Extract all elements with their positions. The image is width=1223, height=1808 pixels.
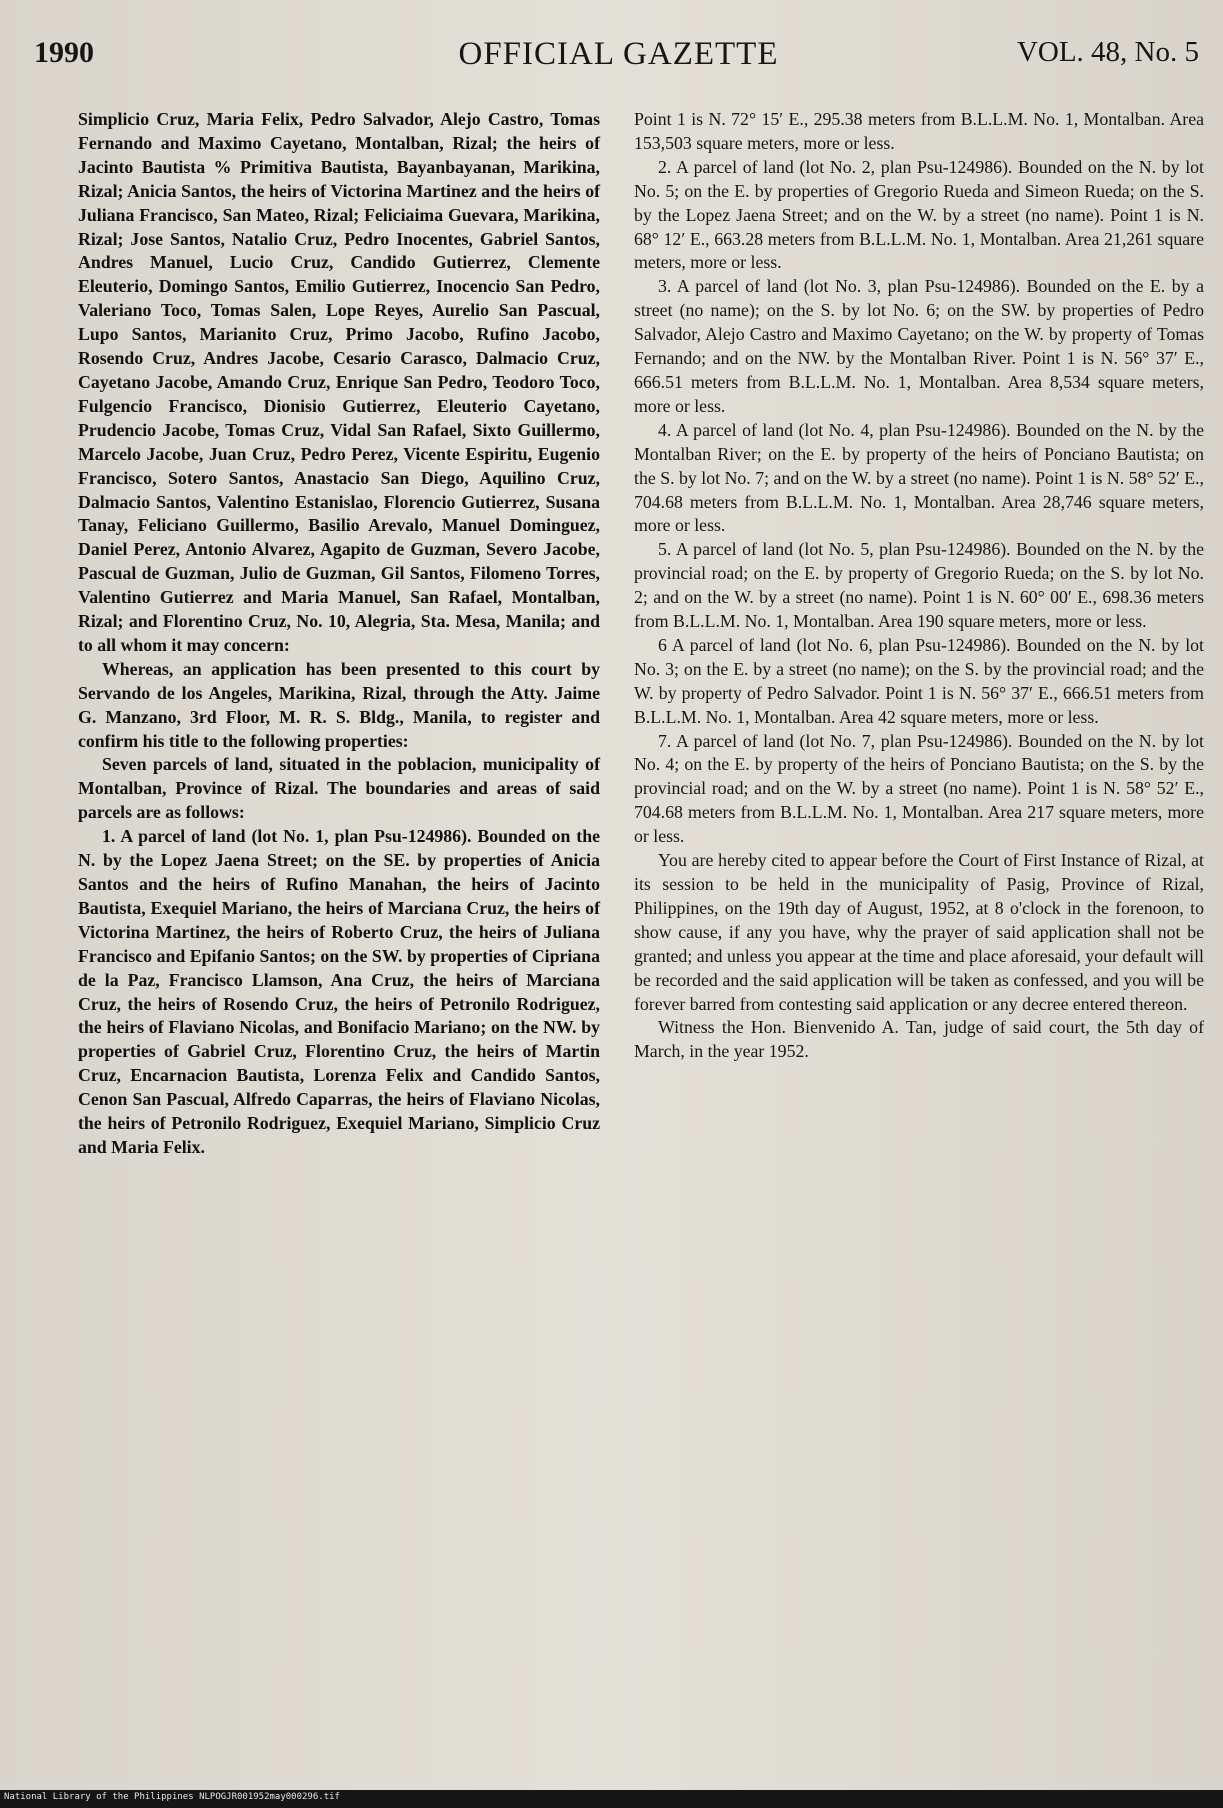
parcel-6-paragraph: 6 A parcel of land (lot No. 6, plan Psu-124986). Bounded on the N. by lot No. 3; on the E. by a street (no name); on the S. by the provincial road; and the W. by property of Pedro Salvador. Point 1 is N. 56° 37′ E., 666.51 meters from B.L.L.M. No. 1, Montalban. Area 42 square meters, more or less.	[634, 634, 1204, 727]
parcels-intro-paragraph: Seven parcels of land, situated in the poblacion, municipality of Montalban, Province of Rizal. The boundaries and areas of said parcels are as follows:	[78, 754, 600, 823]
parcel-1-continued: Point 1 is N. 72° 15′ E., 295.38 meters from B.L.L.M. No. 1, Montalban. Area 153,503 square meters, more or less.	[634, 109, 1204, 153]
parcel-3-paragraph: 3. A parcel of land (lot No. 3, plan Psu-124986). Bounded on the E. by a street (no name); on the S. by lot No. 6; on the SW. by properties of Pedro Salvador, Alejo Castro and Maximo Cayetano; on the W. by property of Tomas Fernando; and on the NW. by the Montalban River. Point 1 is N. 56° 37′ E., 666.51 meters from B.L.L.M. No. 1, Montalban. Area 8,534 square meters, more or less.	[634, 276, 1204, 416]
application-paragraph: Whereas, an application has been presented to this court by Servando de los Angeles, Marikina, Rizal, through the Atty. Jaime G. Manzano, 3rd Floor, M. R. S. Bldg., Manila, to register and confirm his title to the following properties:	[78, 658, 600, 751]
witness-paragraph: Witness the Hon. Bienvenido A. Tan, judge of said court, the 5th day of March, in the year 1952.	[634, 1017, 1204, 1062]
addressee-paragraph: Simplicio Cruz, Maria Felix, Pedro Salvador, Alejo Castro, Tomas Fernando and Maximo Cayetano, Montalban, Rizal; the heirs of Jacinto Bautista % Primitiva Bautista, Bayanbayanan, Marikina, Rizal; Anicia Santos, the heirs of Victorina Martinez and the heirs of Juliana Francisco, San Mateo, Rizal; Feliciaima Guevara, Marikina, Rizal; Jose Santos, Natalio Cruz, Pedro Inocentes, Gabriel Santos, Andres Manuel, Lucio Cruz, Candido Gutierrez, Clemente Eleuterio, Domingo Santos, Emilio Gutierrez, Inocencio San Pedro, Valeriano Toco, Tomas Salen, Lope Reyes, Aurelio San Pascual, Lupo Santos, Marianito Cruz, Primo Jacobo, Rufino Jacobo, Rosendo Cruz, Andres Jacobe, Cesario Carasco, Dalmacio Cruz, Cayetano Jacobe, Amando Cruz, Enrique San Pedro, Teodoro Toco, Fulgencio Francisco, Dionisio Gutierrez, Eleuterio Cayetano, Prudencio Jacobe, Tomas Cruz, Vidal San Rafael, Sixto Guillermo, Marcelo Jacobe, Juan Cruz, Pedro Perez, Vicente Espiritu, Eugenio Francisco, Sotero Santos, Anastacio San Diego, Aquilino Cruz, Dalmacio Santos, Valentino Estanislao, Florencio Gutierrez, Susana Tanay, Feliciano Guillermo, Basilio Arevalo, Manuel Dominguez, Daniel Perez, Antonio Alvarez, Agapito de Guzman, Severo Jacobe, Pascual de Guzman, Julio de Guzman, Gil Santos, Filomeno Torres, Valentino Gutierrez and Maria Manuel, San Rafael, Montalban, Rizal; and Florentino Cruz, No. 10, Alegria, Sta. Mesa, Manila; and to all whom it may concern:	[78, 109, 600, 655]
citation-paragraph: You are hereby cited to appear before the Court of First Instance of Rizal, at its session to be held in the municipality of Pasig, Province of Rizal, Philippines, on the 19th day of August, 1952, at 8 o'clock in the forenoon, to show cause, if any you have, why the prayer of said application shall not be granted; and unless you appear at the time and place aforesaid, your default will be recorded and the said application will be taken as confessed, and you will be forever barred from contesting said application or any decree entered thereon.	[634, 850, 1204, 1014]
publication-title: OFFICIAL GAZETTE	[458, 36, 779, 72]
volume-number: VOL. 48, No. 5	[1016, 36, 1199, 68]
page-number: 1990	[34, 36, 94, 69]
right-column	[634, 108, 1204, 1064]
page-header	[34, 30, 1203, 76]
parcel-2-paragraph: 2. A parcel of land (lot No. 2, plan Psu-124986). Bounded on the N. by lot No. 5; on the E. by properties of Gregorio Rueda and Simeon Rueda; on the S. by the Lopez Jaena Street; and on the W. by a street (no name). Point 1 is N. 68° 12′ E., 663.28 meters from B.L.L.M. No. 1, Montalban. Area 21,261 square meters, more or less.	[634, 156, 1204, 273]
parcel-4-paragraph: 4. A parcel of land (lot No. 4, plan Psu-124986). Bounded on the N. by the Montalban River; on the E. by property of the heirs of Ponciano Bautista; on the S. by lot No. 7; and on the W. by a street (no name). Point 1 is N. 58° 52′ E., 704.68 meters from B.L.L.M. No. 1, Montalban. Area 28,746 square meters, more or less.	[634, 419, 1204, 536]
left-column	[78, 108, 600, 1160]
parcel-1-paragraph: 1. A parcel of land (lot No. 1, plan Psu-124986). Bounded on the N. by the Lopez Jaena Street; on the SE. by properties of Anicia Santos and the heirs of Rufino Manahan, the heirs of Jacinto Bautista, Exequiel Mariano, the heirs of Marciana Cruz, the heirs of Victorina Martinez, the heirs of Roberto Cruz, the heirs of Juliana Francisco and Epifanio Santos; on the SW. by properties of Cipriana de la Paz, Francisco Llamson, Ana Cruz, the heirs of Marciana Cruz, the heirs of Rosendo Cruz, the heirs of Petronilo Rodriguez, the heirs of Flaviano Nicolas, and Bonifacio Mariano; on the NW. by properties of Gabriel Cruz, Florentino Cruz, the heirs of Martin Cruz, Encarnacion Bautista, Lorenza Felix and Candido Santos, Cenon San Pascual, Alfredo Caparras, the heirs of Flaviano Nicolas, the heirs of Petronilo Rodriguez, Exequiel Mariano, Simplicio Cruz and Maria Felix.	[78, 826, 600, 1157]
parcel-7-paragraph: 7. A parcel of land (lot No. 7, plan Psu-124986). Bounded on the N. by lot No. 4; on the E. by property of the heirs of Ponciano Bautista; on the S. by the provincial road; and on the W. by a street (no name). Point 1 is N. 58° 52′ E., 704.68 meters from B.L.L.M. No. 1, Montalban. Area 217 square meters, more or less.	[634, 730, 1204, 847]
parcel-5-paragraph: 5. A parcel of land (lot No. 5, plan Psu-124986). Bounded on the N. by the provincial road; on the E. by property of Gregorio Rueda; on the S. by lot No. 2; and on the W. by a street (no name). Point 1 is N. 60° 00′ E., 698.36 meters from B.L.L.M. No. 1, Montalban. Area 190 square meters, more or less.	[634, 539, 1204, 632]
scan-caption: National Library of the Philippines NLPOGJR001952may000296.tif	[4, 1792, 340, 1802]
